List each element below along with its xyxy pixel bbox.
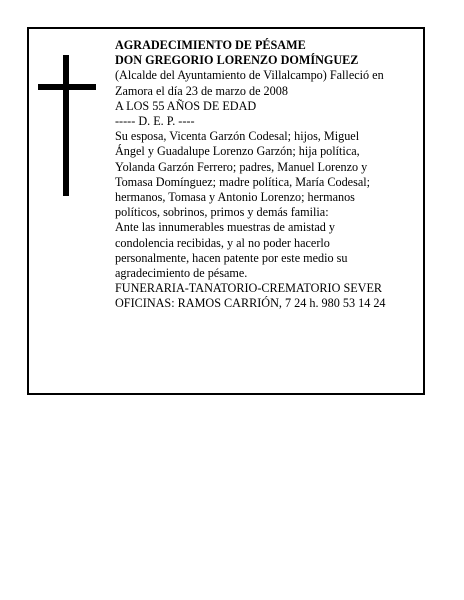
family-line: Su esposa, Vicenta Garzón Codesal; hijos, Miguel xyxy=(115,129,360,144)
family-line: políticos, sobrinos, primos y demás familia: xyxy=(115,205,329,220)
family-line: Tomasa Domínguez; madre política, María Codesal; xyxy=(115,174,371,189)
cross-horizontal-bar xyxy=(38,84,96,90)
notice-heading: AGRADECIMIENTO DE PÉSAME xyxy=(115,38,306,52)
intro-line: A LOS 55 AÑOS DE EDAD xyxy=(115,98,257,113)
intro-line: Zamora el día 23 de marzo de 2008 xyxy=(115,83,288,98)
funeral-home-line: FUNERARIA-TANATORIO-CREMATORIO SEVER xyxy=(115,281,383,296)
intro-line: ----- D. E. P. ---- xyxy=(115,114,195,129)
deceased-name: DON GREGORIO LORENZO DOMÍNGUEZ xyxy=(115,53,359,68)
family-line: Yolanda Garzón Ferrero; padres, Manuel Lorenzo y xyxy=(115,159,368,174)
intro-line: (Alcalde del Ayuntamiento de Villalcampo) Falleció en xyxy=(115,68,384,83)
gratitude-line: personalmente, hacen patente por este medio su xyxy=(115,250,348,265)
gratitude-line: Ante las innumerables muestras de amistad y xyxy=(115,220,335,235)
cross-vertical-bar xyxy=(63,55,69,196)
gratitude-line: agradecimiento de pésame. xyxy=(115,266,248,281)
family-line: Ángel y Guadalupe Lorenzo Garzón; hija política, xyxy=(115,144,360,159)
offices-line: OFICINAS: RAMOS CARRIÓN, 7 24 h. 980 53 14 24 xyxy=(115,296,386,311)
gratitude-line: condolencia recibidas, y al no poder hacerlo xyxy=(115,235,330,250)
family-line: hermanos, Tomasa y Antonio Lorenzo; hermanos xyxy=(115,190,355,205)
notice-text xyxy=(115,38,425,312)
